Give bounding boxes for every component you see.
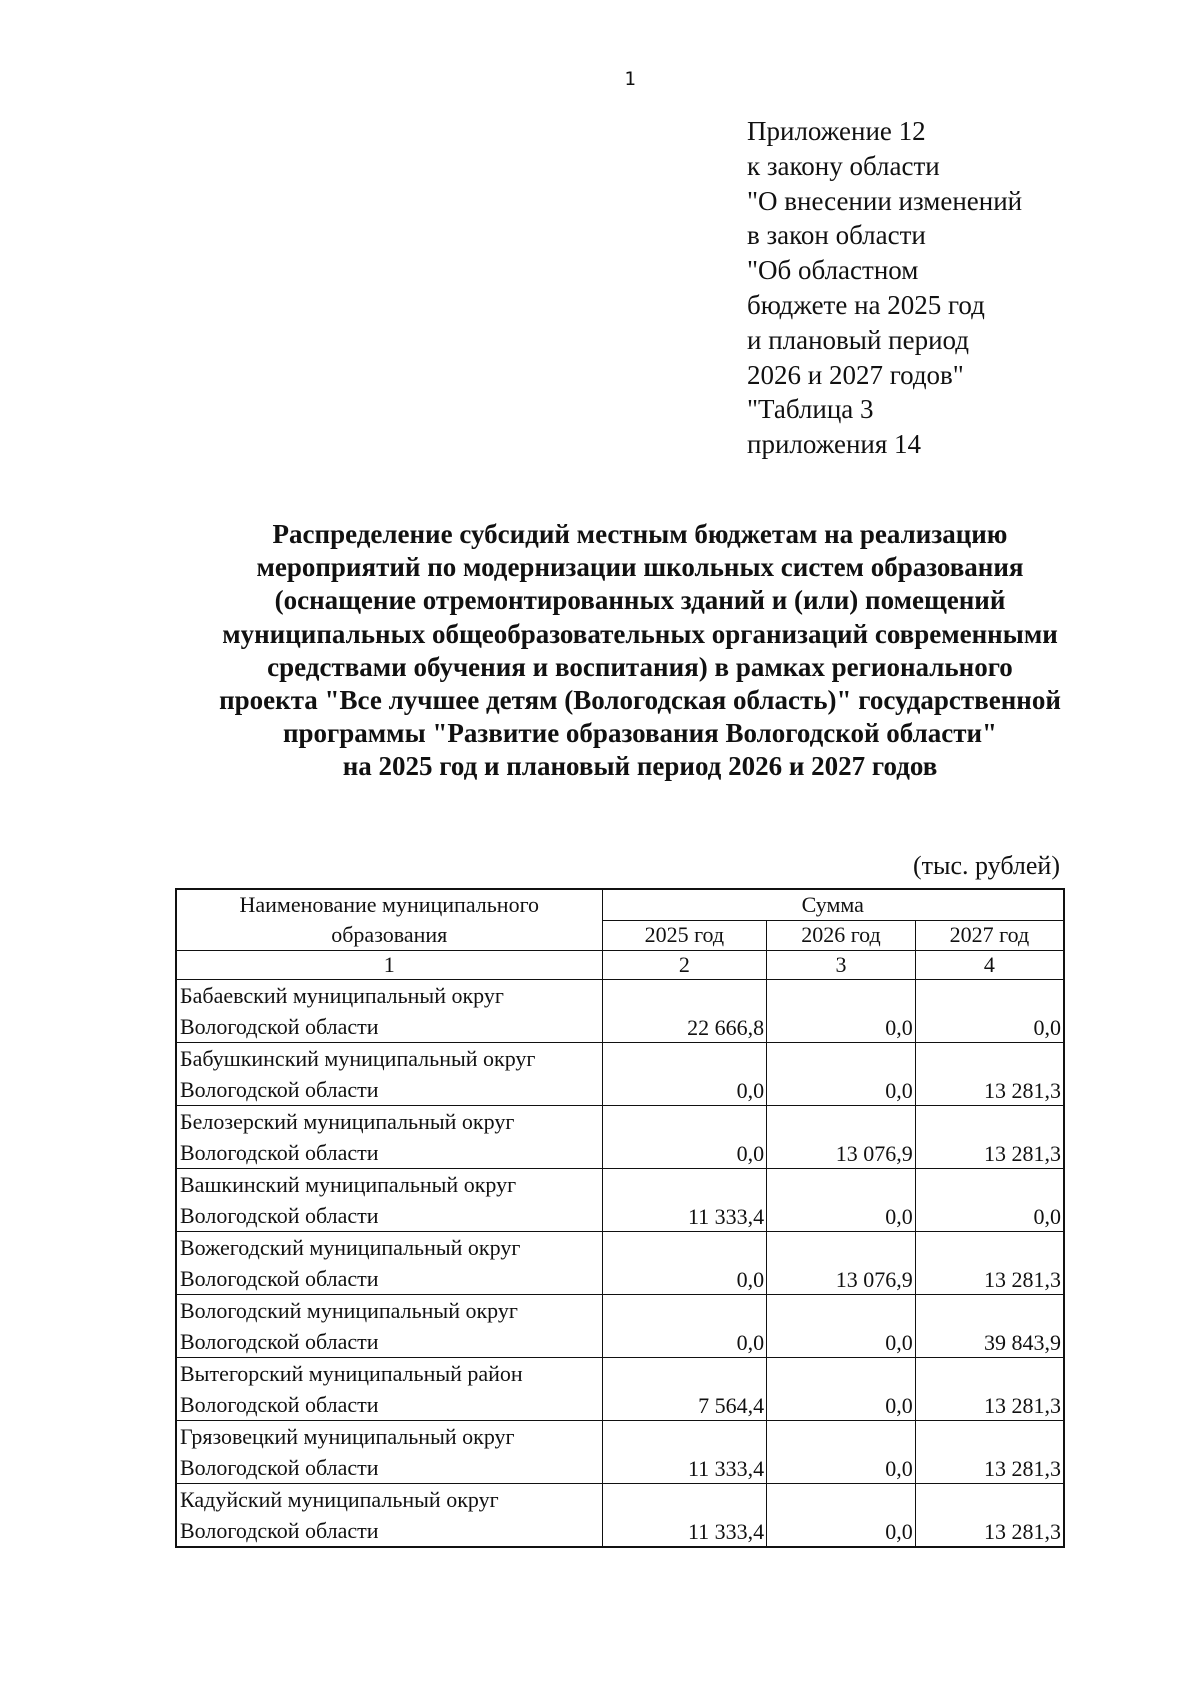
municipality-name: Вологодский муниципальный округ Вологодской области (176, 1295, 602, 1358)
amount-2026: 13 076,9 (767, 1232, 916, 1295)
amount-2025: 0,0 (602, 1295, 767, 1358)
appendix-line: в закон области (747, 220, 926, 251)
header-municipality (176, 889, 602, 951)
amount-2025: 0,0 (602, 1043, 767, 1106)
amount-2025: 11 333,4 (602, 1169, 767, 1232)
amount-2026: 13 076,9 (767, 1106, 916, 1169)
table-row (176, 1421, 1064, 1484)
header-year-2025: 2025 год (602, 920, 767, 951)
appendix-line: 2026 и 2027 годов" (747, 359, 964, 390)
amount-2027: 0,0 (915, 1169, 1064, 1232)
appendix-line: Приложение 12 (747, 116, 926, 146)
municipality-name: Вытегорский муниципальный район Вологодской области (176, 1358, 602, 1421)
appendix-line: "О внесении изменений (747, 185, 1023, 216)
amount-2027: 39 843,9 (915, 1295, 1064, 1358)
municipality-name: Вожегодский муниципальный округ Вологодской области (176, 1232, 602, 1295)
amount-2026: 0,0 (767, 1169, 916, 1232)
column-number: 2 (602, 951, 767, 980)
municipality-name: Грязовецкий муниципальный округ Вологодской области (176, 1421, 602, 1484)
table-row (176, 1043, 1064, 1106)
amount-2026: 0,0 (767, 1043, 916, 1106)
title-line: средствами обучения и воспитания) в рамках регионального (267, 651, 1013, 682)
amount-2026: 0,0 (767, 1295, 916, 1358)
table-row (176, 980, 1064, 1043)
table-row (176, 1358, 1064, 1421)
appendix-line: и плановый период (747, 324, 969, 355)
table-row (176, 1484, 1064, 1548)
header-sum: Сумма (602, 889, 1064, 920)
amount-2026: 0,0 (767, 1358, 916, 1421)
title-line: программы "Развитие образования Вологодской области" (282, 718, 998, 749)
amount-2027: 13 281,3 (915, 1358, 1064, 1421)
units-label: (тыс. рублей) (912, 851, 1060, 880)
appendix-line: "Таблица 3 (747, 394, 874, 425)
amount-2027: 13 281,3 (915, 1043, 1064, 1106)
amount-2027: 13 281,3 (915, 1421, 1064, 1484)
amount-2027: 0,0 (915, 980, 1064, 1043)
municipality-name: Вашкинский муниципальный округ Вологодской области (176, 1169, 602, 1232)
column-number: 3 (767, 951, 916, 980)
amount-2026: 0,0 (767, 980, 916, 1043)
municipality-name: Бабушкинский муниципальный округ Вологодской области (176, 1043, 602, 1106)
amount-2025: 22 666,8 (602, 980, 767, 1043)
table-row (176, 1106, 1064, 1169)
amount-2026: 0,0 (767, 1421, 916, 1484)
amount-2025: 11 333,4 (602, 1484, 767, 1548)
amount-2027: 13 281,3 (915, 1232, 1064, 1295)
header-year-2027: 2027 год (915, 920, 1064, 951)
subsidy-table (175, 888, 1065, 1548)
appendix-line: бюджете на 2025 год (747, 289, 985, 320)
municipality-name: Кадуйский муниципальный округ Вологодской области (176, 1484, 602, 1548)
amount-2027: 13 281,3 (915, 1106, 1064, 1169)
title-line: Распределение субсидий местным бюджетам на реализацию (272, 519, 1008, 549)
table-row (176, 1295, 1064, 1358)
amount-2025: 0,0 (602, 1106, 767, 1169)
amount-2027: 13 281,3 (915, 1484, 1064, 1548)
header-year-2026: 2026 год (767, 920, 916, 951)
appendix-line: к закону области (747, 150, 940, 181)
title-line: на 2025 год и плановый период 2026 и 2027 годов (342, 751, 938, 782)
appendix-reference (747, 114, 1022, 462)
title-line: мероприятий по модернизации школьных систем образования (256, 552, 1024, 583)
amount-2025: 11 333,4 (602, 1421, 767, 1484)
header-municipality-line1: Наименование муниципального (239, 892, 540, 917)
appendix-line: "Об областном (747, 255, 919, 286)
municipality-name: Белозерский муниципальный округ Вологодской области (176, 1106, 602, 1169)
table-row (176, 1232, 1064, 1295)
header-municipality-line2: образования (331, 922, 448, 947)
title-line: проекта "Все лучшее детям (Вологодская область)" государственной (219, 685, 1061, 716)
municipality-name: Бабаевский муниципальный округ Вологодской области (176, 980, 602, 1043)
page-number: 1 (624, 68, 636, 90)
column-number: 4 (915, 951, 1064, 980)
amount-2025: 7 564,4 (602, 1358, 767, 1421)
column-number: 1 (176, 951, 602, 980)
amount-2025: 0,0 (602, 1232, 767, 1295)
document-title (130, 518, 1150, 784)
amount-2026: 0,0 (767, 1484, 916, 1548)
title-line: муниципальных общеобразовательных организаций современными (222, 618, 1058, 649)
table-row (176, 1169, 1064, 1232)
title-line: (оснащение отремонтированных зданий и (или) помещений (274, 585, 1006, 616)
appendix-line: приложения 14 (747, 429, 922, 460)
